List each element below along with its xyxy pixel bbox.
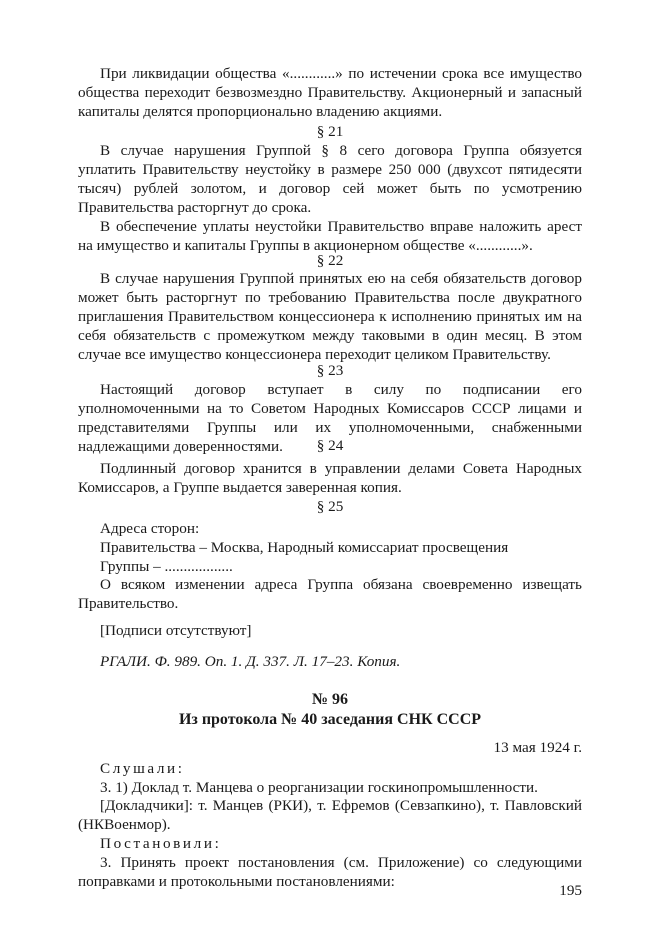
section-25-group-address: Группы – .................. bbox=[100, 558, 233, 575]
document-title: Из протокола № 40 заседания СНК СССР bbox=[178, 711, 482, 728]
page-number: 195 bbox=[559, 882, 582, 899]
section-23-paragraph: Настоящий договор вступает в силу по подписании его уполномоченными на то Советом Народных Комиссаров СССР лицами и представителями Группы или их уполномоченными, снабженными надлежащими доверенностями. bbox=[78, 381, 582, 456]
archive-reference: РГАЛИ. Ф. 989. Оп. 1. Д. 337. Л. 17–23. Копия. bbox=[100, 653, 401, 670]
section-heading-25: § 25 bbox=[316, 498, 344, 515]
speakers-list: [Докладчики]: т. Манцев (РКИ), т. Ефремов (Севзапкино), т. Павловский (НКВоенмор). bbox=[78, 797, 582, 834]
resolution-text: 3. Принять проект постановления (см. Приложение) со следующими поправками и протокольными постановлениями: bbox=[78, 854, 582, 891]
section-25-government-address: Правительства – Москва, Народный комиссариат просвещения bbox=[100, 539, 509, 556]
section-heading-23: § 23 bbox=[316, 362, 344, 379]
document-number: № 96 bbox=[311, 691, 349, 708]
section-21-paragraph-2: В обеспечение уплаты неустойки Правительство вправе наложить арест на имущество и капиталы Группы в акционерном обществе «............». bbox=[78, 218, 582, 255]
section-21-paragraph-1: В случае нарушения Группой § 8 сего договора Группа обязуется уплатить Правительству неустойку в размере 250 000 (двухсот пятидесяти тысяч) рублей золотом, и договор сей может быть по усмотрению Правительства расторгнут до срока. bbox=[78, 142, 582, 217]
section-heading-24: § 24 bbox=[316, 437, 344, 454]
section-25-addresses-label: Адреса сторон: bbox=[100, 520, 200, 537]
signatures-note: [Подписи отсутствуют] bbox=[100, 622, 252, 639]
agenda-item: 3. 1) Доклад т. Манцева о реорганизации госкинопромышленности. bbox=[100, 779, 538, 796]
section-25-paragraph: О всяком изменении адреса Группа обязана своевременно извещать Правительство. bbox=[78, 576, 582, 613]
paragraph-liquidation: При ликвидации общества «............» по истечении срока все имущество общества переходит безвозмездно Правительству. Акционерный и запасный капиталы делятся пропорционально владению акциями. bbox=[78, 65, 582, 121]
heard-label: Слушали: bbox=[100, 760, 185, 777]
section-heading-22: § 22 bbox=[316, 252, 344, 269]
section-24-paragraph: Подлинный договор хранится в управлении делами Совета Народных Комиссаров, а Группе выдается заверенная копия. bbox=[78, 460, 582, 497]
section-heading-21: § 21 bbox=[316, 123, 344, 140]
resolved-label: Постановили: bbox=[100, 835, 222, 852]
document-date: 13 мая 1924 г. bbox=[493, 739, 582, 756]
section-22-paragraph: В случае нарушения Группой принятых ею на себя обязательств договор может быть расторгнут по требованию Правительства после двукратного приглашения Правительством концессионера к исполнению принятых им на себя обязательств с промежутком между таковыми в один месяц. В этом случае все имущество концессионера переходит целиком Правительству. bbox=[78, 270, 582, 364]
